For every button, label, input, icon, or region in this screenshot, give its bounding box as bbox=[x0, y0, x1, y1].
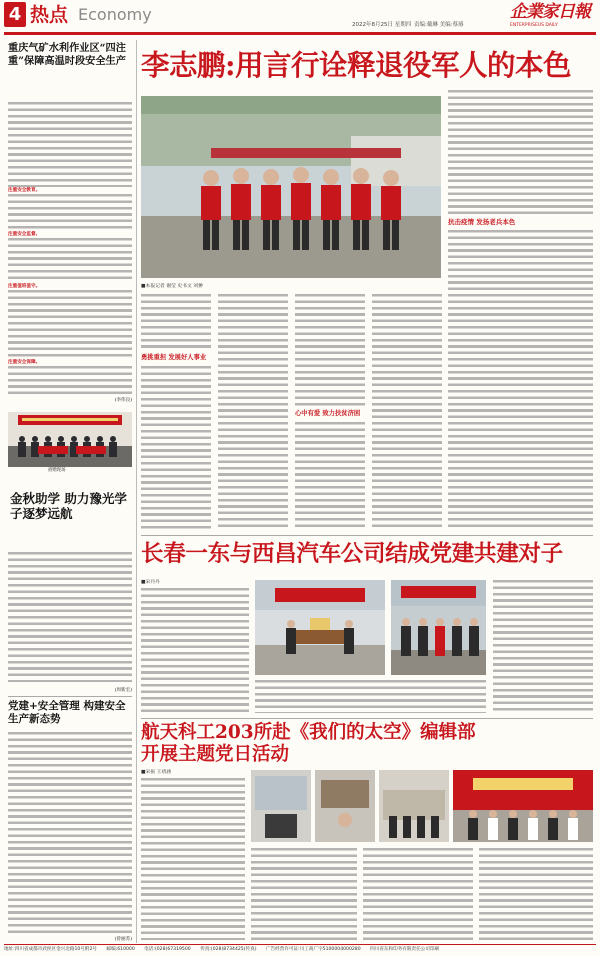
story3-body-col1 bbox=[141, 778, 245, 940]
footer-phone: 电话:(028)67319500 bbox=[144, 947, 191, 952]
story2-credit: ■宋丹丹 bbox=[141, 580, 160, 585]
story2-photo-1 bbox=[255, 580, 385, 675]
story3-photo-2 bbox=[315, 770, 375, 842]
story3-photo-2-graphic bbox=[315, 770, 375, 842]
story1-photo bbox=[141, 96, 441, 278]
left-mid-body bbox=[8, 552, 132, 682]
story3-body-col4 bbox=[479, 848, 593, 940]
left-top-subhead-3: 注重值班值守。 bbox=[8, 284, 41, 289]
story1-subhead-1: 勇挑重担 发展好人事业 bbox=[141, 354, 207, 361]
story3-photo-4-graphic bbox=[453, 770, 593, 842]
story3-photo-1 bbox=[251, 770, 311, 842]
story1-body-col3b bbox=[295, 422, 365, 530]
section-title: 热点 bbox=[30, 4, 69, 26]
story1-photo-graphic bbox=[141, 96, 441, 278]
story2-title: 长春一东与西昌汽车公司结成党建共建对子 bbox=[141, 541, 563, 567]
page-number-badge: 4 bbox=[4, 2, 26, 27]
date-line: 2022年8月25日 星期四 bbox=[352, 22, 412, 28]
section-title-en: Economy bbox=[78, 5, 152, 24]
left-top-body-4 bbox=[8, 290, 132, 358]
story1-body-col2 bbox=[218, 294, 288, 530]
left-top-body-5 bbox=[8, 366, 132, 398]
story1-subhead-3: 抗击疫情 发扬老兵本色 bbox=[448, 218, 516, 226]
left-top-body-3 bbox=[8, 238, 132, 282]
story-divider-2 bbox=[141, 718, 593, 719]
left-top-body-2 bbox=[8, 194, 132, 230]
story1-subhead-2: 心中有爱 致力扶贫济困 bbox=[295, 410, 361, 417]
left-column bbox=[8, 40, 132, 943]
donation-photo-graphic bbox=[8, 412, 132, 467]
story1-body-right-top bbox=[448, 90, 593, 214]
story1-body-right-bottom bbox=[448, 230, 593, 530]
story3-photo-4 bbox=[453, 770, 593, 842]
left-top-byline: (李伟良) bbox=[114, 398, 132, 403]
story2-photo-1-graphic bbox=[255, 580, 385, 675]
story1-credit: ■本报记者 谢莹 史书文 刘翀 bbox=[141, 284, 203, 289]
left-bottom-body bbox=[8, 732, 132, 937]
donation-photo-caption: 捐赠现场 bbox=[48, 468, 66, 473]
left-top-subhead-4: 注重安全保障。 bbox=[8, 360, 41, 365]
story1-body-col4 bbox=[372, 294, 442, 530]
left-mid-title: 金秋助学 助力豫光学子逐梦远航 bbox=[10, 491, 127, 521]
story-divider-1 bbox=[141, 535, 593, 536]
left-bottom-byline: (曾丽苏) bbox=[114, 937, 132, 942]
editor-line: 责编:戴琳 美编:蔡璿 bbox=[414, 22, 464, 28]
footer-fax: 传真:(028)8734425(传真) bbox=[200, 947, 257, 952]
left-top-subhead-2: 注重安全监督。 bbox=[8, 232, 41, 237]
footer bbox=[4, 944, 596, 956]
footer-address: 地址:四川省成都市武侯区金兴北路10号附2号 bbox=[4, 947, 98, 952]
footer-zip: 邮编:610000 bbox=[106, 947, 135, 952]
story3-photo-1-graphic bbox=[251, 770, 311, 842]
column-divider bbox=[136, 40, 137, 943]
story1-body-col1a bbox=[141, 294, 211, 350]
story3-body-col2 bbox=[251, 848, 357, 940]
masthead-rule bbox=[4, 32, 596, 35]
footer-ad-license: 广告经营许可证:川工商广字5100004000280 bbox=[265, 947, 361, 952]
story3-body-col3 bbox=[363, 848, 473, 940]
left-divider bbox=[8, 696, 132, 697]
left-top-subhead-1: 注重安全教育。 bbox=[8, 188, 41, 193]
donation-photo bbox=[8, 412, 132, 467]
story2-body-col1 bbox=[141, 588, 249, 713]
left-top-body-1 bbox=[8, 102, 132, 187]
story2-body-col3 bbox=[493, 580, 593, 713]
story1-body-col1b bbox=[141, 366, 211, 530]
story3-photo-3-graphic bbox=[379, 770, 449, 842]
footer-printer: 四川省东和印务有限责任公司印刷 bbox=[370, 947, 440, 952]
left-mid-byline: (周新宏) bbox=[114, 688, 132, 693]
story1-title: 李志鹏:用言行诠释退役军人的本色 bbox=[141, 48, 572, 82]
story2-photo-2-graphic bbox=[391, 580, 486, 675]
story1-body-col3a bbox=[295, 294, 365, 408]
paper-name: 企業家日報 bbox=[510, 2, 590, 22]
left-bottom-title: 党建+安全管理 构建安全生产新态势 bbox=[8, 700, 126, 726]
story3-credit: ■宋振 王靖涵 bbox=[141, 770, 172, 775]
paper-name-en: ENTERPRISEUS DAILY bbox=[510, 23, 558, 28]
story3 bbox=[141, 722, 593, 944]
masthead bbox=[0, 0, 600, 40]
story2 bbox=[141, 538, 593, 718]
story1 bbox=[141, 40, 593, 550]
story3-photo-3 bbox=[379, 770, 449, 842]
story2-photo-2 bbox=[391, 580, 486, 675]
story2-body-col2 bbox=[255, 680, 486, 713]
left-top-title: 重庆气矿水利作业区“四注重”保障高温时段安全生产 bbox=[8, 42, 126, 68]
story3-title: 航天科工203所赴《我们的太空》编辑部开展主题党日活动 bbox=[141, 722, 476, 765]
